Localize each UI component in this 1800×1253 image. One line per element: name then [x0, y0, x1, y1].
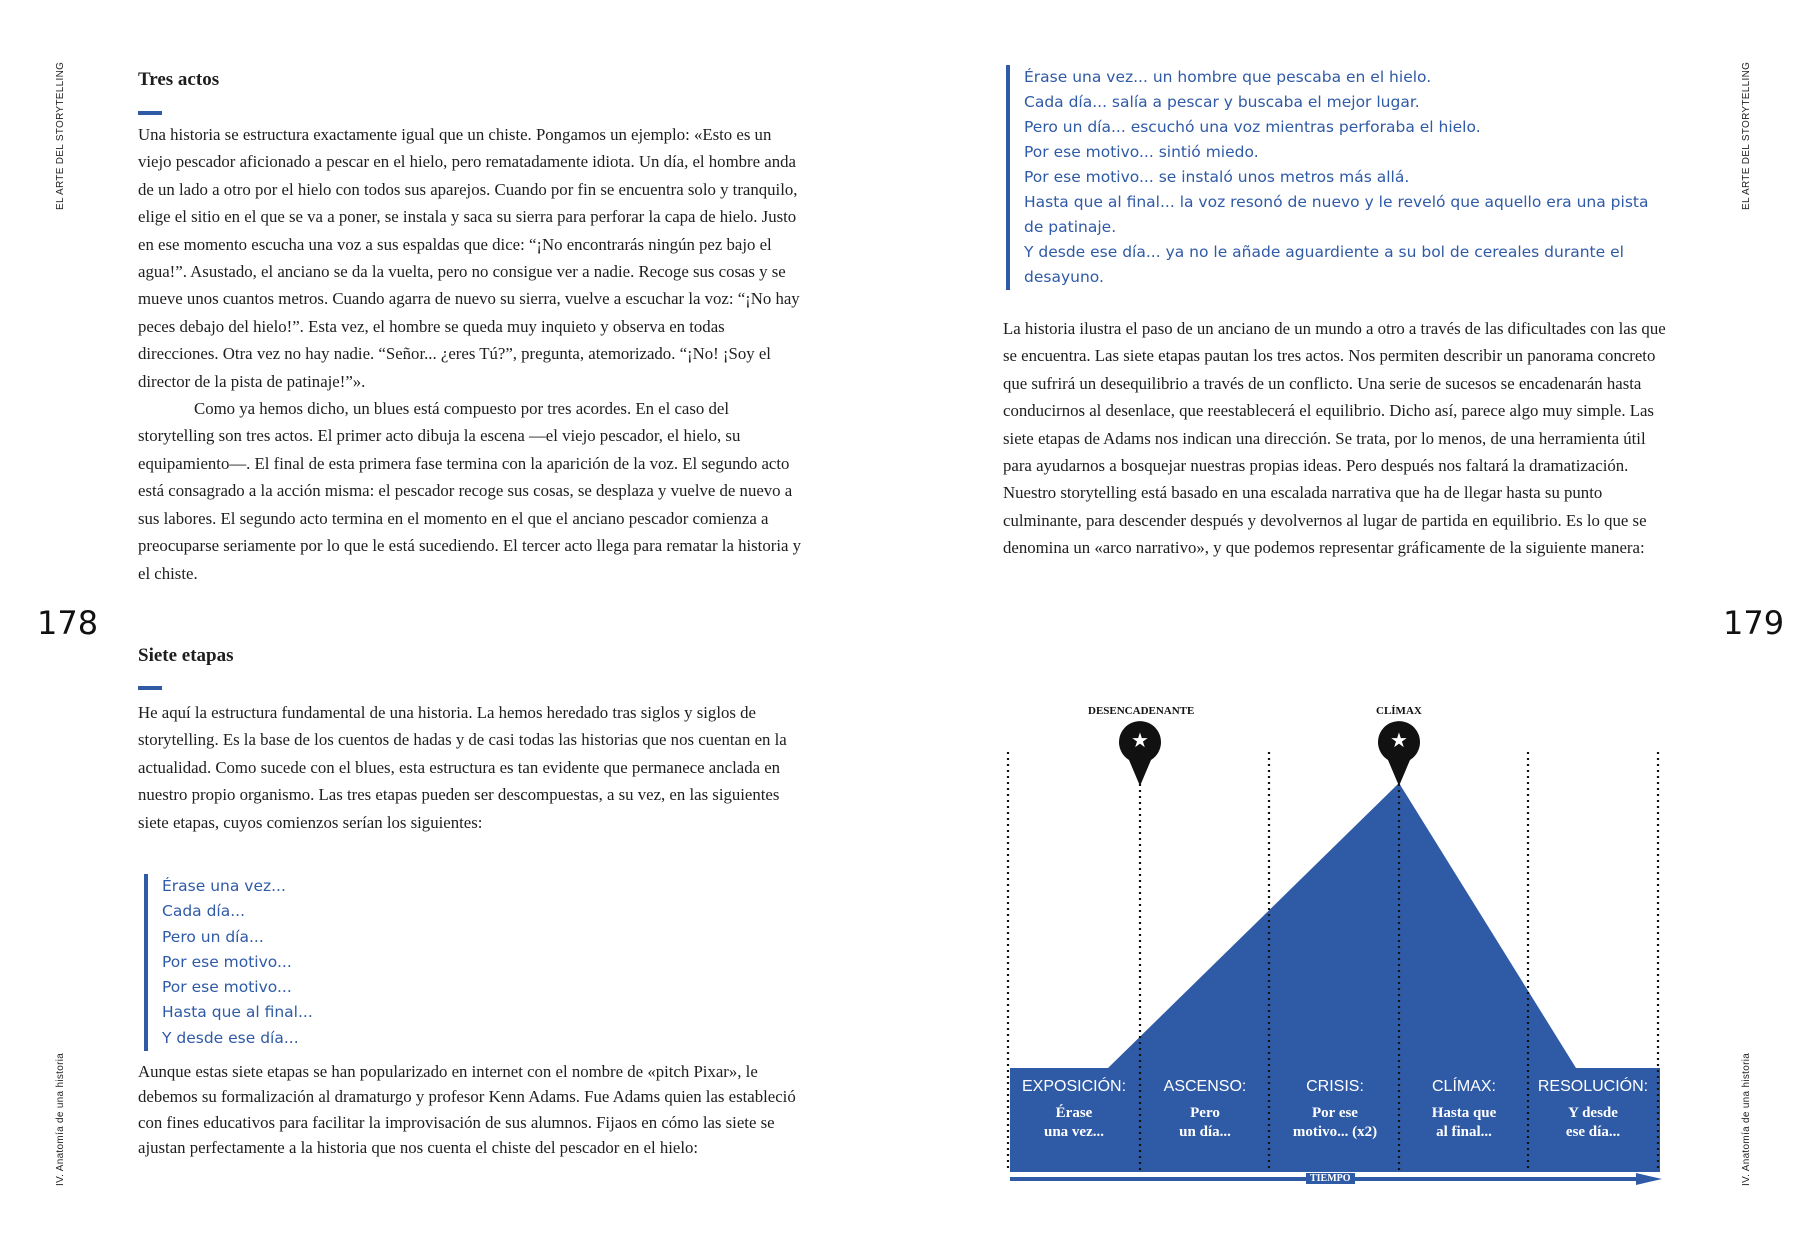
star-icon: ★	[1390, 728, 1408, 752]
stage-name: RESOLUCIÓN:	[1537, 1078, 1649, 1095]
section-body-pitch-pixar	[138, 1059, 808, 1161]
stage-text: motivo... (x2)	[1292, 1124, 1378, 1140]
paragraph: Aunque estas siete etapas se han popularizado en internet con el nombre de «pitch Pixar», le debemos su formalización al dramaturgo y profesor Kenn Adams. Fue Adams quien las estableció con fines educativos para facilitar la improvisación de sus alumnos. Fijaos en cómo las siete se ajustan perfectamente a la historia que nos cuenta el chiste del pescador en el hielo:	[138, 1062, 796, 1158]
running-header-top: EL ARTE DEL STORYTELLING	[55, 61, 66, 210]
stage-text: Hasta que	[1431, 1105, 1497, 1121]
list-item: Hasta que al final...	[162, 1003, 313, 1022]
narrative-arc-paragraph	[1003, 315, 1673, 562]
list-item: Pero un día...	[162, 927, 264, 946]
trigger-marker	[1119, 721, 1161, 786]
stage-climax	[1400, 1078, 1528, 1142]
running-header-bottom: IV. Anatomía de una historia	[55, 1052, 66, 1186]
stage-name: ASCENSO:	[1163, 1078, 1247, 1095]
list-item: Érase una vez...	[162, 877, 286, 895]
list-item: Cada día...	[162, 902, 246, 921]
quote-line: Y desde ese día... ya no le añade aguardiente a su bol de cereales durante el	[1024, 243, 1624, 261]
quote-line: desayuno.	[1024, 268, 1104, 286]
heading-rule	[138, 111, 162, 115]
star-icon: ★	[1131, 728, 1149, 752]
stage-text: una vez...	[1044, 1124, 1104, 1140]
section-heading-siete-etapas: Siete etapas	[138, 645, 234, 666]
climax-label: CLÍMAX	[1376, 705, 1422, 717]
quote-line: Por ese motivo... sintió miedo.	[1024, 143, 1259, 161]
stage-text: Por ese	[1312, 1105, 1358, 1121]
narrative-arc-diagram	[990, 690, 1670, 1200]
quote-line: Hasta que al final... la voz resonó de nuevo y le reveló que aquello era una pista	[1024, 193, 1649, 211]
quote-line: Por ese motivo... se instaló unos metros más allá.	[1024, 168, 1410, 186]
running-header-bottom: IV. Anatomía de una historia	[1741, 1052, 1752, 1186]
heading-rule	[138, 686, 162, 690]
page-number: 179	[1723, 604, 1785, 642]
paragraph: Como ya hemos dicho, un blues está compuesto por tres acordes. En el caso del storytelling son tres actos. El primer acto dibuja la escena —el viejo pescador, el hielo, su equipamiento—. El final de esta primera fase termina con la aparición de la voz. El segundo acto está consagrado a la acción misma: el pescador recoge sus cosas, se desplaza y vuelve de nuevo a sus labores. El segundo acto termina en el momento en el que el anciano pescador comienza a preocuparse seriamente por lo que le está sucediendo. El tercer acto llega para rematar la historia y el chiste.	[138, 399, 802, 583]
stage-text: ese día...	[1565, 1124, 1621, 1140]
stage-resolucion	[1529, 1078, 1657, 1142]
stage-ascenso	[1141, 1078, 1269, 1142]
list-item: Por ese motivo...	[162, 952, 292, 971]
paragraph: He aquí la estructura fundamental de una historia. La hemos heredado tras siglos y siglos de storytelling. Es la base de los cuentos de hadas y de casi todas las historias que nos cuentan en la actualidad. Como sucede con el blues, esta estructura es tan evidente que permanece anclada en nuestro propio organismo. Las tres etapas pueden ser descompuestas, a su vez, en las siguientes siete etapas, cuyos comienzos serían los siguientes:	[138, 703, 787, 832]
quote-line: Érase una vez... un hombre que pescaba en el hielo.	[1024, 68, 1432, 86]
section-body-siete-etapas	[138, 699, 798, 836]
stage-exposicion	[1010, 1078, 1138, 1142]
time-axis-label: TIEMPO	[1306, 1173, 1355, 1184]
stage-text: Pero	[1190, 1105, 1220, 1121]
stage-name: EXPOSICIÓN:	[1021, 1078, 1127, 1095]
stage-text: un día...	[1179, 1124, 1231, 1140]
stage-name: CRISIS:	[1306, 1078, 1364, 1095]
paragraph: Una historia se estructura exactamente igual que un chiste. Pongamos un ejemplo: «Esto es un viejo pescador aficionado a pescar en el hielo, pero rematadamente idiota. Un día, el hombre anda de un lado a otro por el hielo con todos sus aparejos. Cuando por fin se encuentra solo y tranquilo, elige el sitio en el que se va a poner, se instala y saca su sierra para perforar la capa de hielo. Justo en ese momento escucha una voz a sus espaldas que dice: “¡No encontrarás ningún pez bajo el agua!”. Asustado, el anciano se da la vuelta, pero no consigue ver a nadie. Recoge sus cosas y se mueve unos cuantos metros. Cuando agarra de nuevo su sierra, vuelve a escuchar la voz: “¡No hay peces debajo del hielo!”. Esta vez, el hombre se queda muy inquieto y observa en todas direcciones. Otra vez no hay nadie. “Señor... ¿eres Tú?”, pregunta, atemorizado. “¡No! ¡Soy el director de la pista de patinaje!”».	[138, 125, 800, 391]
stage-text: Y desde	[1568, 1105, 1618, 1121]
quote-line: Pero un día... escuchó una voz mientras perforaba el hielo.	[1024, 118, 1481, 136]
quote-line: Cada día... salía a pescar y buscaba el mejor lugar.	[1024, 93, 1420, 111]
stage-crisis	[1271, 1078, 1399, 1142]
running-header-top: EL ARTE DEL STORYTELLING	[1741, 61, 1752, 210]
page-number: 178	[37, 604, 99, 642]
list-item: Y desde ese día...	[162, 1028, 299, 1047]
section-heading-tres-actos: Tres actos	[138, 69, 220, 90]
list-item: Por ese motivo...	[162, 978, 292, 997]
stage-text: Érase	[1055, 1105, 1093, 1121]
stage-text: al final...	[1436, 1124, 1492, 1140]
paragraph: La historia ilustra el paso de un anciano de un mundo a otro a través de las dificultades con las que se encuentra. Las siete etapas pautan los tres actos. Nos permiten describir un panorama concreto que sufrirá un desequilibrio a través de un conflicto. Una serie de sucesos se encadenarán hasta conducirnos al desenlace, que reestablecerá el equilibrio. Dicho así, parece algo muy simple. Las siete etapas de Adams nos indican una dirección. Se trata, por lo menos, de una herramienta útil para ayudarnos a bosquejar nuestras propias ideas. Pero después nos faltará la dramatización. Nuestro storytelling está basado en una escalada narrativa que ha de llegar hasta su punto culminante, para descender después y devolvernos al lugar de partida en equilibrio. Es lo que se denomina un «arco narrativo», y que podemos representar gráficamente de la siguiente manera:	[1003, 319, 1666, 558]
section-body-tres-actos	[138, 121, 803, 587]
stage-name: CLÍMAX:	[1431, 1078, 1496, 1095]
climax-marker	[1378, 721, 1420, 786]
fisherman-story-quote	[1006, 65, 1648, 290]
trigger-label: DESENCADENANTE	[1088, 705, 1195, 717]
quote-line: de patinaje.	[1024, 218, 1117, 236]
seven-stages-list	[144, 874, 313, 1051]
